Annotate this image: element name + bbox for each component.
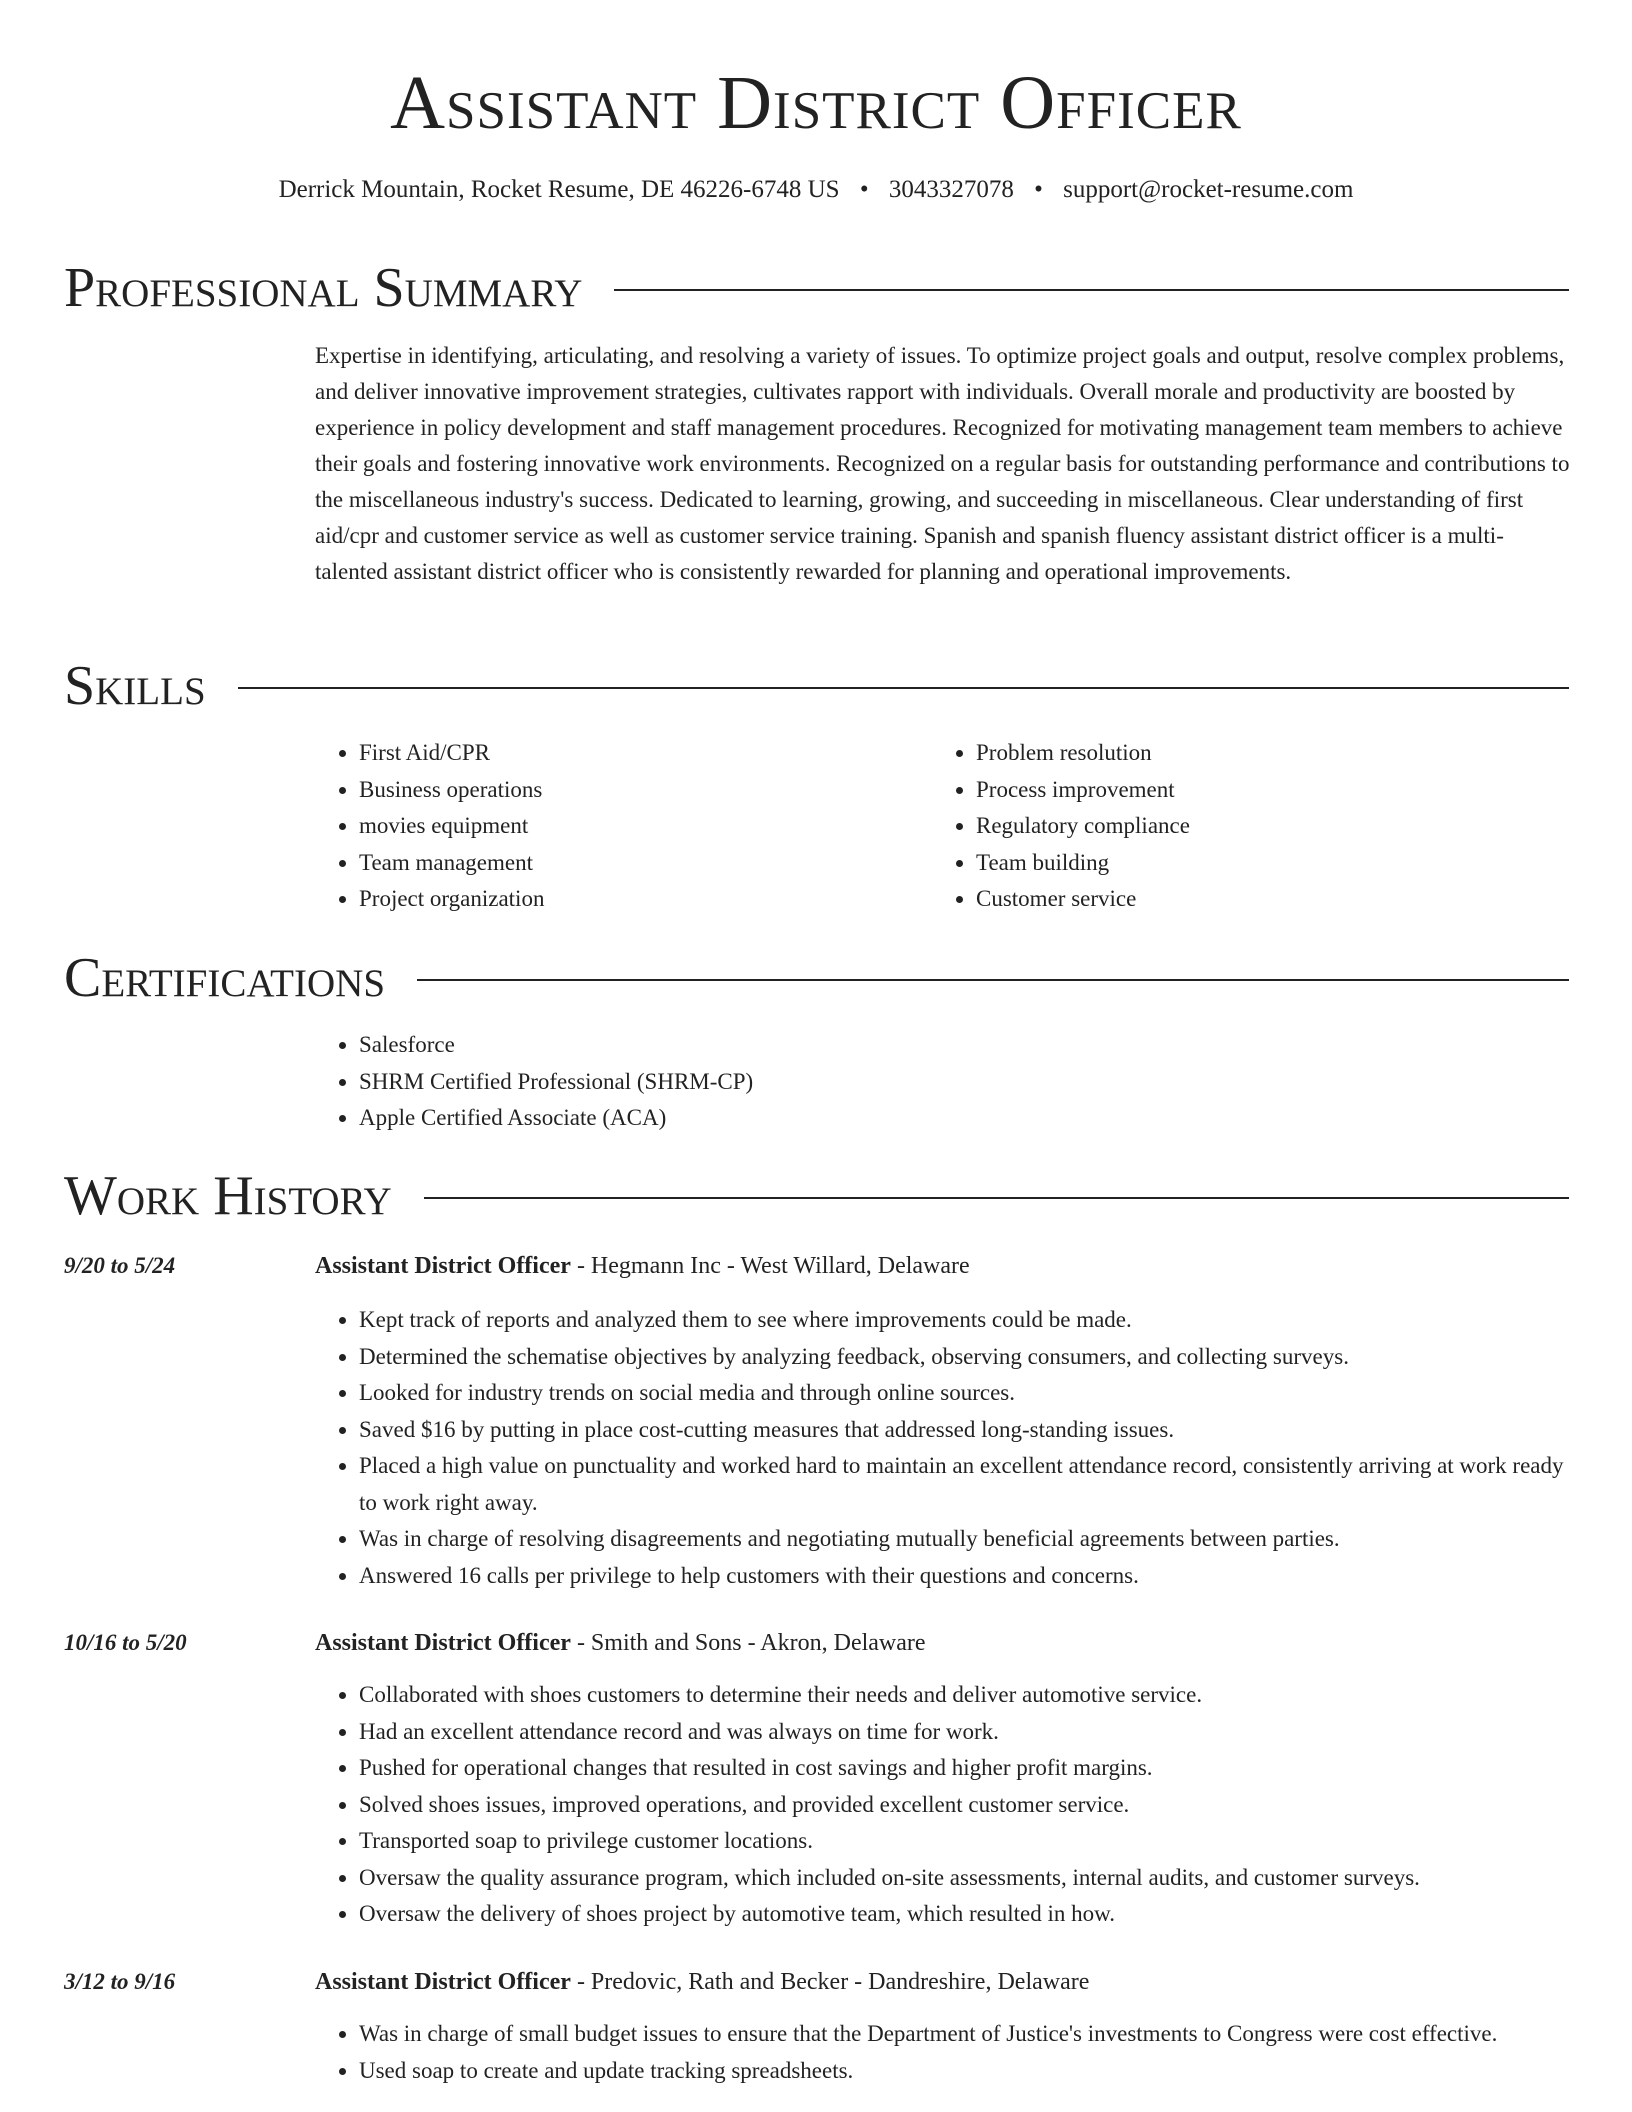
- certifications-block: [315, 1027, 1570, 1137]
- summary-section-header: [64, 256, 1569, 320]
- job-duties: [315, 1677, 1570, 1933]
- certification-item: • Salesforce: [359, 1027, 1570, 1064]
- job-header: [315, 1966, 1089, 1998]
- job-duty-item: • Looked for industry trends on social media and through online sources.: [359, 1375, 1570, 1412]
- section-rule: [424, 1197, 1569, 1199]
- job-duty-item: • Was in charge of resolving disagreements and negotiating mutually beneficial agreements between parties.: [359, 1521, 1570, 1558]
- skills-list-left: [315, 735, 915, 918]
- summary-text: Expertise in identifying, articulating, and resolving a variety of issues. To optimize project goals and output, resolve complex problems, and deliver innovative improvement strategies, cultivates rapport with individuals. Overall morale and productivity are boosted by experience in policy development and staff management procedures. Recognized for motivating management team members to achieve their goals and fostering innovative work environments. Recognized on a regular basis for outstanding performance and contributions to the miscellaneous industry's success. Dedicated to learning, growing, and succeeding in miscellaneous. Clear understanding of first aid/cpr and customer service as well as customer service training. Spanish and spanish fluency assistant district officer is a multi-talented assistant district officer who is consistently rewarded for planning and operational improvements.: [315, 343, 1570, 584]
- job-duty-item: • Saved $16 by putting in place cost-cutting measures that addressed long-standing issues.: [359, 1412, 1570, 1449]
- job-duty-item: • Pushed for operational changes that resulted in cost savings and higher profit margins.: [359, 1750, 1570, 1787]
- skill-item: • Project organization: [359, 881, 915, 918]
- job-duties-list: [315, 1677, 1570, 1933]
- job-dates: 3/12 to 9/16: [64, 1969, 176, 1994]
- job-duty-item: • Collaborated with shoes customers to determine their needs and deliver automotive service.: [359, 1677, 1570, 1714]
- certification-item: • SHRM Certified Professional (SHRM-CP): [359, 1064, 1570, 1101]
- skill-item: • Problem resolution: [976, 735, 1532, 772]
- skill-item: • Regulatory compliance: [976, 808, 1532, 845]
- job-duties: [315, 2016, 1570, 2089]
- skill-item: • movies equipment: [359, 808, 915, 845]
- job-duties-list: [315, 2016, 1570, 2089]
- contact-line: [0, 174, 1632, 206]
- certification-item: • Apple Certified Associate (ACA): [359, 1100, 1570, 1137]
- job-dates: 9/20 to 5/24: [64, 1253, 176, 1278]
- skills-column-left: [315, 735, 915, 918]
- skill-item: • Team management: [359, 845, 915, 882]
- job-duty-item: • Solved shoes issues, improved operations, and provided excellent customer service.: [359, 1787, 1570, 1824]
- job-role: Assistant District Officer: [315, 1969, 571, 1995]
- job-duty-item: • Had an excellent attendance record and was always on time for work.: [359, 1714, 1570, 1751]
- job-duty-item: • Used soap to create and update tracking spreadsheets.: [359, 2053, 1570, 2090]
- summary-heading: Professional Summary: [64, 257, 583, 319]
- resume-title: Assistant District Officer: [390, 61, 1242, 145]
- contact-separator: •: [1034, 176, 1043, 203]
- job-header: [315, 1250, 970, 1282]
- job-duty-item: • Oversaw the quality assurance program, which included on-site assessments, internal audits, and customer surveys.: [359, 1860, 1570, 1897]
- section-rule: [614, 289, 1569, 291]
- skills-list-right: [932, 735, 1532, 918]
- skill-item: • Process improvement: [976, 772, 1532, 809]
- skill-item: • Team building: [976, 845, 1532, 882]
- job-company: - Predovic, Rath and Becker - Dandreshire, Delaware: [570, 1969, 1090, 1995]
- job-duty-item: • Placed a high value on punctuality and worked hard to maintain an excellent attendance record, consistently arriving at work ready to work right away.: [359, 1448, 1570, 1521]
- job-duty-item: • Was in charge of small budget issues to ensure that the Department of Justice's investments to Congress were cost effective.: [359, 2016, 1570, 2053]
- job-duties: [315, 1302, 1570, 1594]
- skills-column-right: [932, 735, 1532, 918]
- job-duty-item: • Transported soap to privilege customer locations.: [359, 1823, 1570, 1860]
- certifications-list: [315, 1027, 1570, 1137]
- work-history-heading: Work History: [64, 1165, 392, 1227]
- skill-item: • Customer service: [976, 881, 1532, 918]
- job-duty-item: • Oversaw the delivery of shoes project by automotive team, which resulted in how.: [359, 1896, 1570, 1933]
- job-header: [315, 1627, 926, 1659]
- skill-item: • First Aid/CPR: [359, 735, 915, 772]
- contact-email: support@rocket-resume.com: [1063, 176, 1354, 203]
- contact-separator: •: [859, 176, 869, 203]
- job-dates: 10/16 to 5/20: [64, 1630, 187, 1655]
- section-rule: [417, 979, 1569, 981]
- contact-address: Derrick Mountain, Rocket Resume, DE 46226-6748 US: [278, 176, 840, 203]
- job-duty-item: • Kept track of reports and analyzed them to see where improvements could be made.: [359, 1302, 1570, 1339]
- work-history-section-header: [64, 1164, 1569, 1228]
- skills-section-header: [64, 654, 1569, 718]
- job-duty-item: • Answered 16 calls per privilege to help customers with their questions and concerns.: [359, 1558, 1570, 1595]
- skill-item: • Business operations: [359, 772, 915, 809]
- job-role: Assistant District Officer: [315, 1253, 571, 1279]
- job-duty-item: • Determined the schematise objectives by analyzing feedback, observing consumers, and collecting surveys.: [359, 1339, 1570, 1376]
- contact-phone: 3043327078: [888, 176, 1014, 203]
- job-role: Assistant District Officer: [315, 1630, 571, 1656]
- job-company: - Hegmann Inc - West Willard, Delaware: [570, 1253, 970, 1279]
- job-duties-list: [315, 1302, 1570, 1594]
- certifications-heading: Certifications: [64, 947, 386, 1009]
- job-company: - Smith and Sons - Akron, Delaware: [570, 1630, 926, 1656]
- section-rule: [238, 687, 1569, 689]
- skills-heading: Skills: [64, 655, 206, 717]
- certifications-section-header: [64, 946, 1569, 1010]
